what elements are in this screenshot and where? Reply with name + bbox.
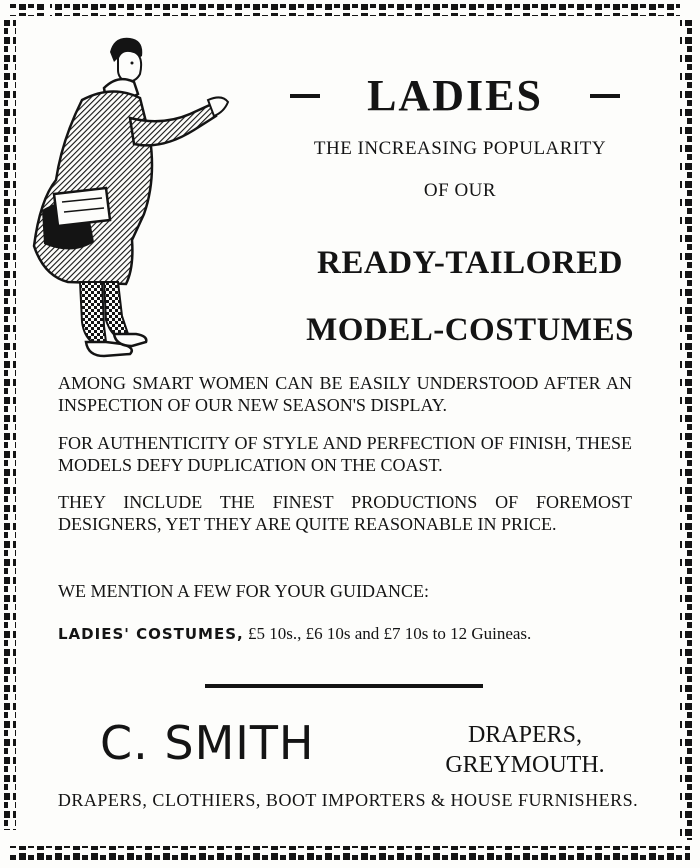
headline xyxy=(290,70,620,121)
headline-text: LADIES xyxy=(367,71,543,120)
firm-name: C. SMITH xyxy=(100,716,315,770)
body-paragraph-1: AMONG SMART WOMEN CAN BE EASILY UNDERSTOOD AFTER AN INSPECTION OF OUR NEW SEASON'S DISPLAY. xyxy=(58,373,632,415)
business-description: DRAPERS, CLOTHIERS, BOOT IMPORTERS & HOUSE FURNISHERS. xyxy=(57,790,639,810)
price-detail: £5 10s., £6 10s and £7 10s to 12 Guineas. xyxy=(247,624,532,643)
trade-line-1: DRAPERS, xyxy=(467,722,583,748)
headline-dash-left xyxy=(290,94,320,98)
gentleman-illustration xyxy=(22,30,232,370)
body-paragraph-2: FOR AUTHENTICITY OF STYLE AND PERFECTION OF FINISH, THESE MODELS DEFY DUPLICATION ON THE COAST. xyxy=(58,433,632,475)
trade-line-2: GREYMOUTH. xyxy=(445,752,605,778)
headline-dash-right xyxy=(590,94,620,98)
border-top xyxy=(50,4,680,16)
subheading-line-1: THE INCREASING POPULARITY xyxy=(313,138,607,159)
body-paragraph-4: WE MENTION A FEW FOR YOUR GUIDANCE: xyxy=(58,581,429,601)
trade-location xyxy=(425,720,625,780)
price-line xyxy=(58,624,658,644)
border-bottom xyxy=(10,846,690,860)
feature-title-1: READY-TAILORED xyxy=(317,245,623,281)
border-right xyxy=(680,20,692,840)
body-paragraph-3: THEY INCLUDE THE FINEST PRODUCTIONS OF FOREMOST DESIGNERS, YET THEY ARE QUITE REASONABLE IN PRICE. xyxy=(58,492,632,534)
border-left xyxy=(4,20,16,830)
border-top-left xyxy=(8,4,44,16)
divider-rule xyxy=(205,684,483,688)
feature-title-2: MODEL-COSTUMES xyxy=(306,312,634,348)
price-lead: LADIES' COSTUMES, xyxy=(58,625,244,643)
subheading-line-2: OF OUR xyxy=(423,180,497,201)
